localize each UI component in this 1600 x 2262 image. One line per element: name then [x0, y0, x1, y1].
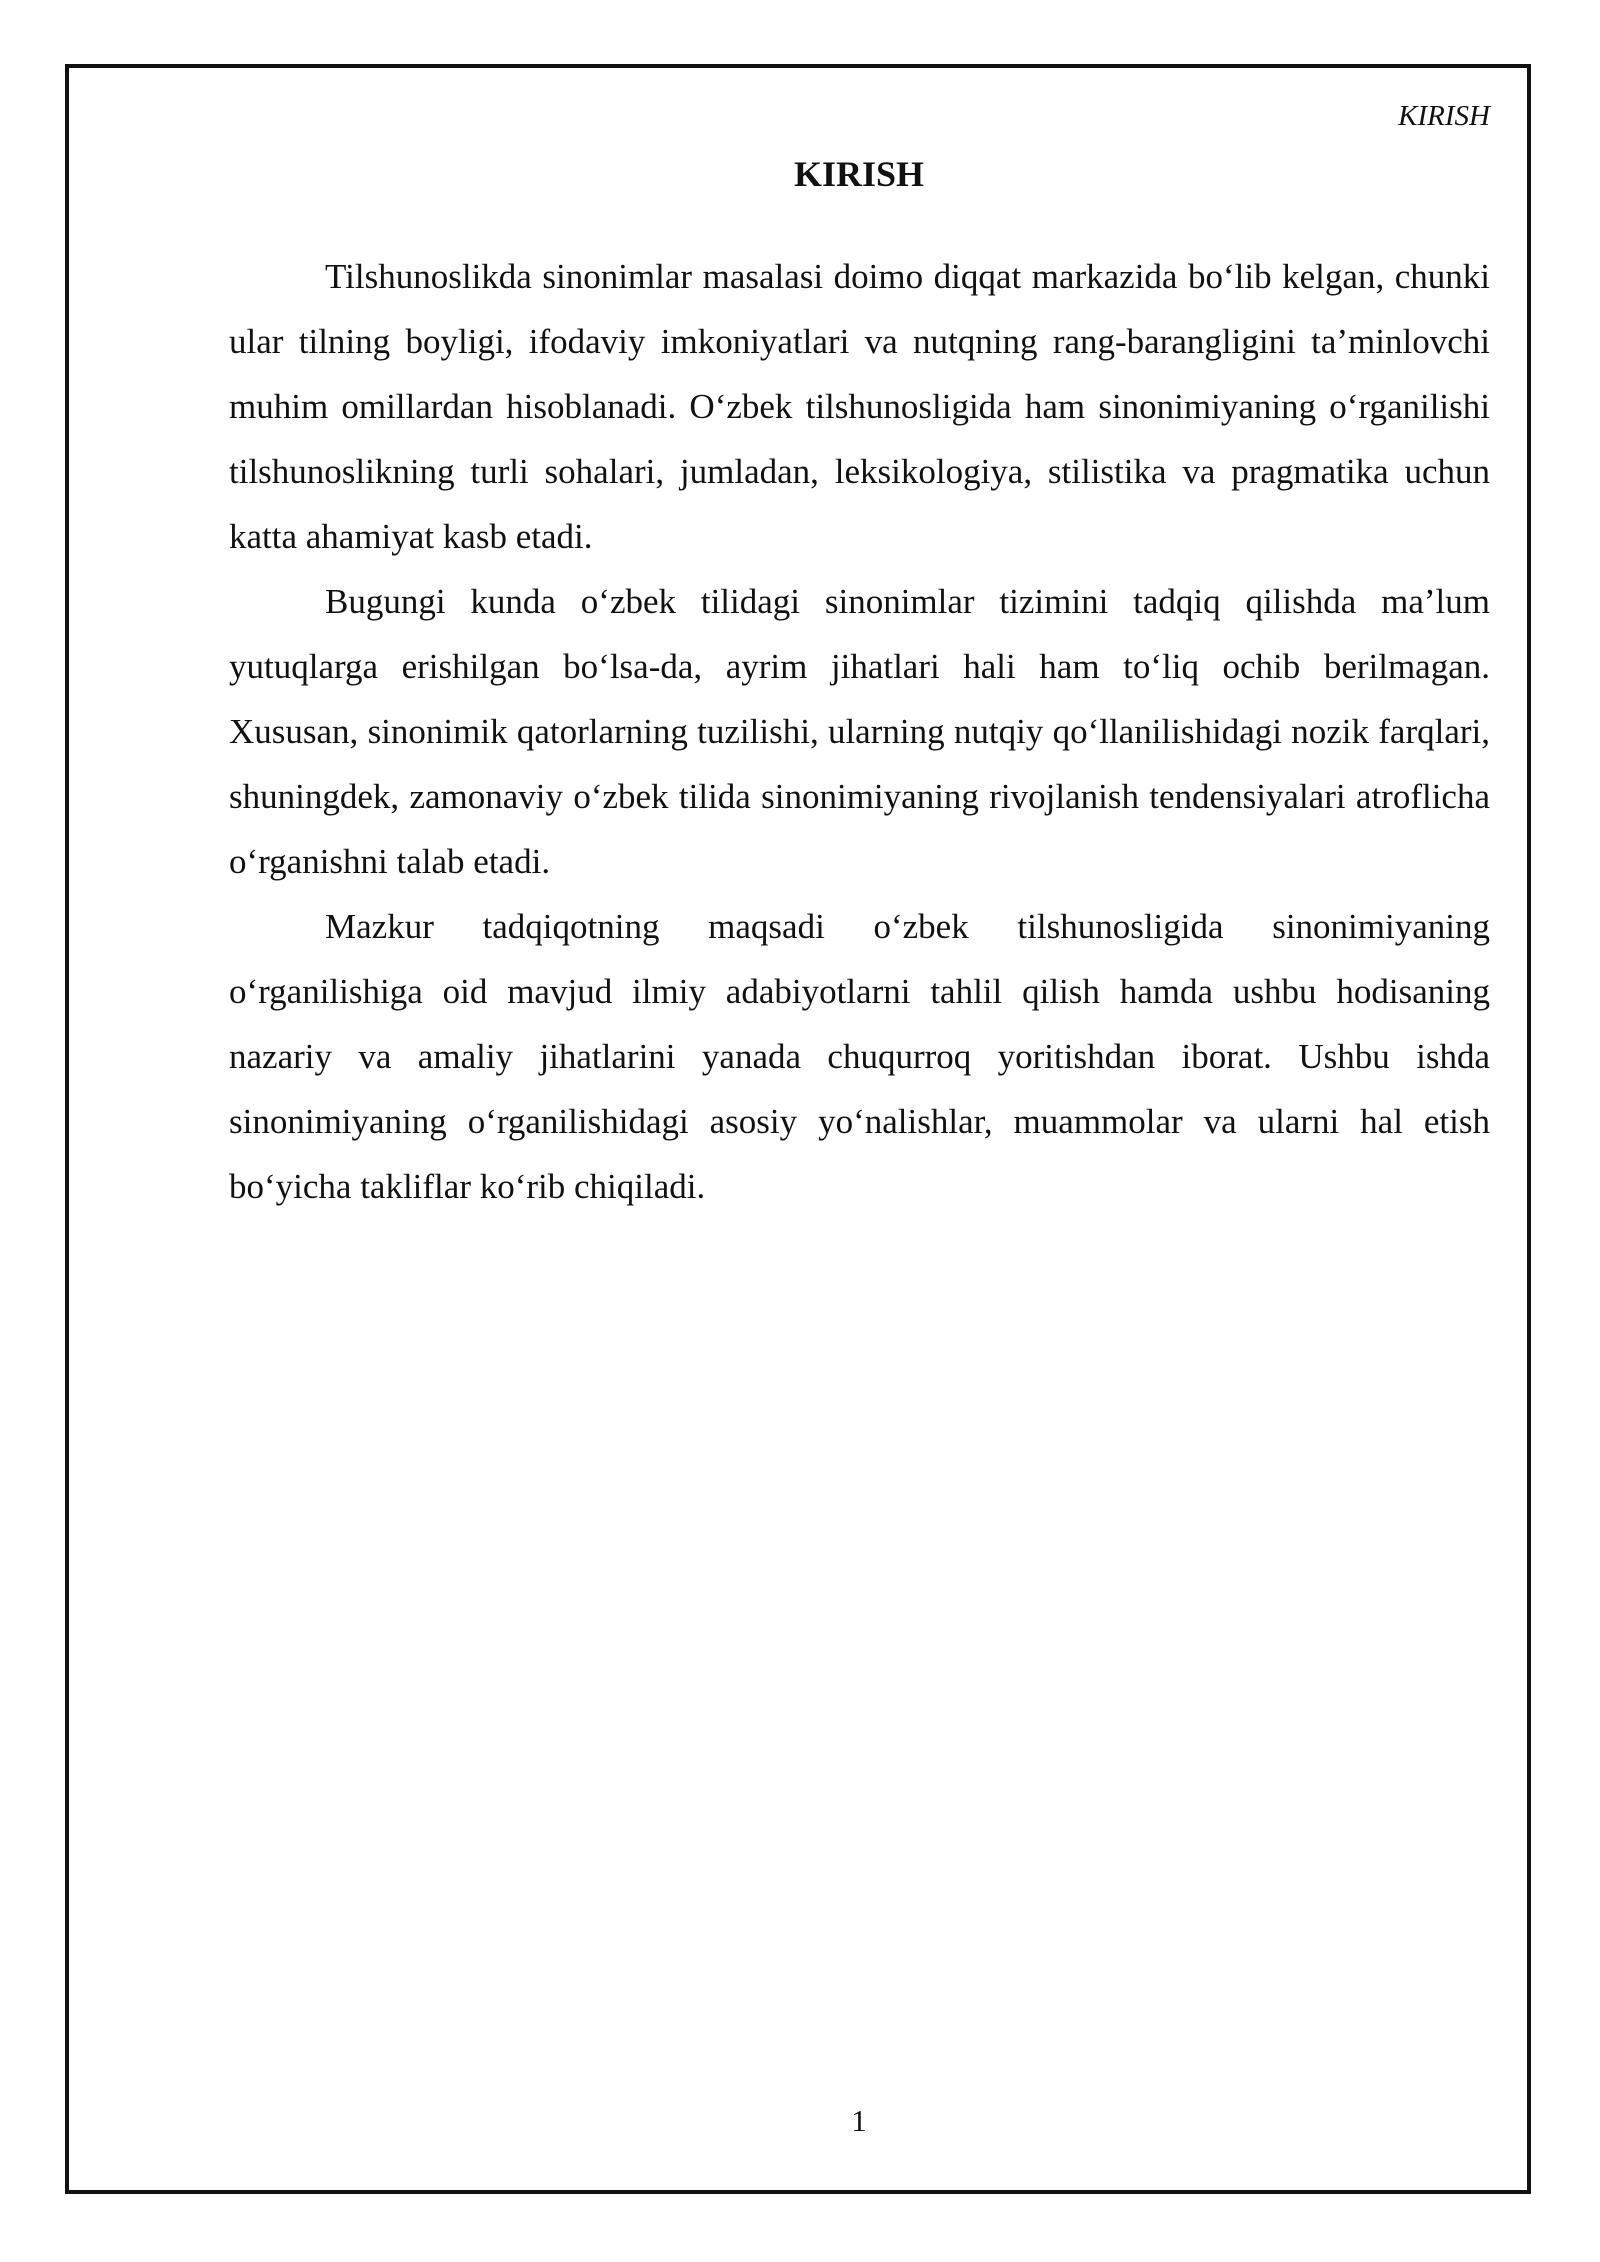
section-title: KIRISH	[793, 154, 925, 194]
paragraph-2: Bugungi kunda o‘zbek tilidagi sinonimlar tizimini tadqiq qilishda ma’lum yutuqlarga erishilgan bo‘lsa-da, ayrim jihatlari hali ham to‘liq ochib berilmagan. Xususan, sinonimik qatorlarning tuzilishi, ularning nutqiy qo‘llanilishidagi nozik farqlari, shuningdek, zamonaviy o‘zbek tilida sinonimiyaning rivojlanish tendensiyalari atroflicha o‘rganishni talab etadi.	[229, 582, 1490, 881]
running-header: KIRISH	[1398, 100, 1490, 132]
body-text	[229, 244, 1490, 1219]
page-number: 1	[851, 2103, 867, 2138]
paragraph-1: Tilshunoslikda sinonimlar masalasi doimo diqqat markazida bo‘lib kelgan, chunki ular tilning boyligi, ifodaviy imkoniyatlari va nutqning rang-barangligini ta’minlovchi muhim omillardan hisoblanadi. O‘zbek tilshunosligida ham sinonimiyaning o‘rganilishi tilshunoslikning turli sohalari, jumladan, leksikologiya, stilistika va pragmatika uchun katta ahamiyat kasb etadi.	[229, 257, 1490, 556]
paragraph-3: Mazkur tadqiqotning maqsadi o‘zbek tilshunosligida sinonimiyaning o‘rganilishiga oid mavjud ilmiy adabiyotlarni tahlil qilish hamda ushbu hodisaning nazariy va amaliy jihatlarini yanada chuqurroq yoritishdan iborat. Ushbu ishda sinonimiyaning o‘rganilishidagi asosiy yo‘nalishlar, muammolar va ularni hal etish bo‘yicha takliflar ko‘rib chiqiladi.	[229, 907, 1490, 1206]
